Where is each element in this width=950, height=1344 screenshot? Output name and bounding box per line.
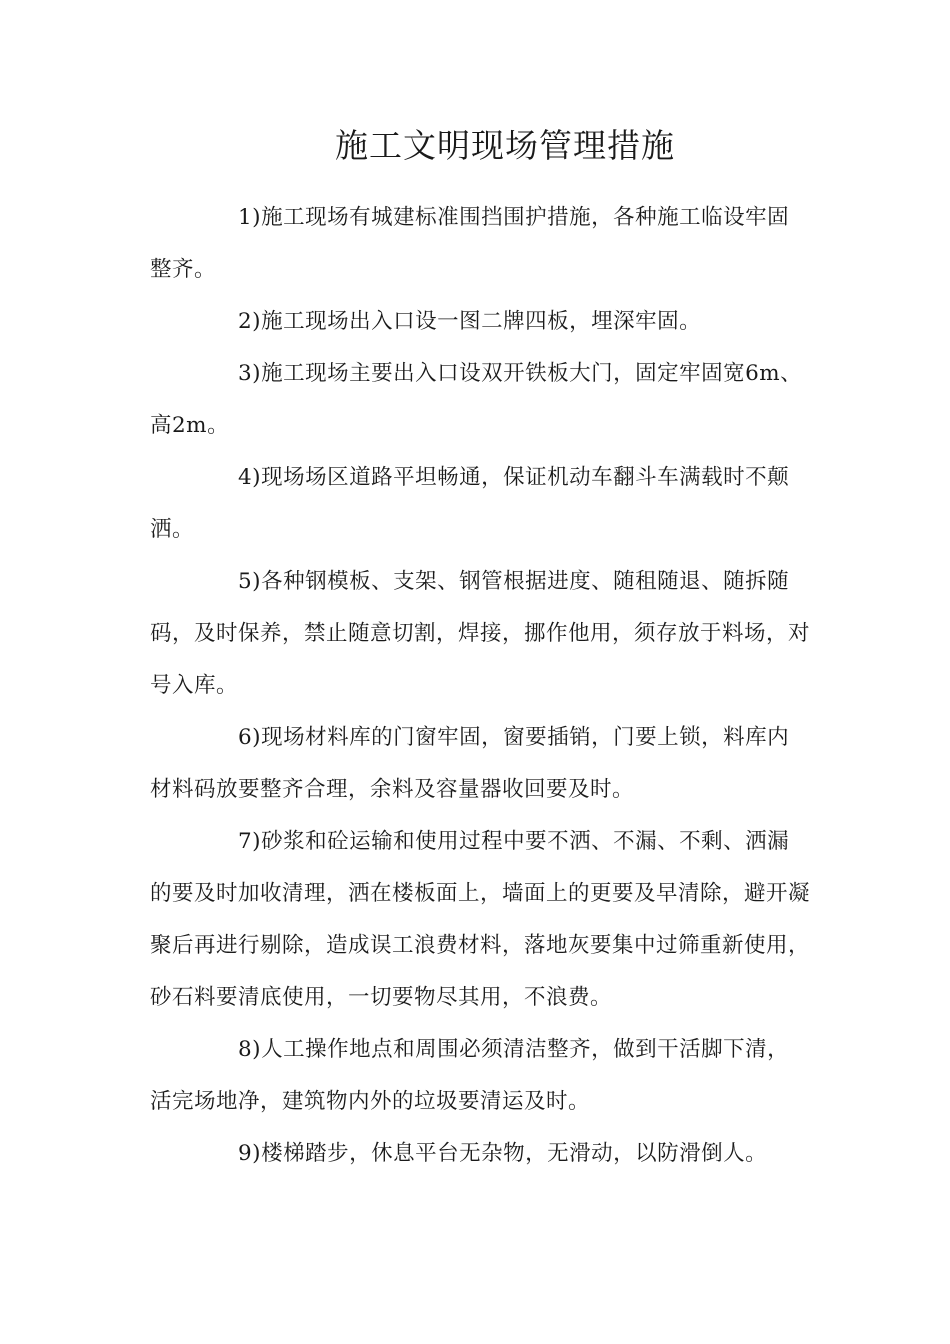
document-title: 施工文明现场管理措施 [335, 126, 675, 165]
document-body [150, 192, 810, 1180]
paragraph-4: 4)现场场区道路平坦畅通，保证机动车翻斗车满载时不颠洒。 [150, 465, 790, 542]
paragraph-1: 1)施工现场有城建标准围挡围护措施，各种施工临设牢固整齐。 [150, 205, 790, 282]
paragraph-8: 8)人工操作地点和周围必须清洁整齐，做到干活脚下清，活完场地净，建筑物内外的垃圾要清运及时。 [150, 1037, 790, 1114]
paragraph-7: 7)砂浆和砼运输和使用过程中要不洒、不漏、不剩、洒漏的要及时加收清理，洒在楼板面上，墙面上的更要及早清除，避开凝聚后再进行剔除，造成误工浪费材料，落地灰要集中过筛重新使用，砂石料要清底使用，一切要物尽其用，不浪费。 [150, 829, 811, 1010]
paragraph-3: 3)施工现场主要出入口设双开铁板大门，固定牢固宽6m、高2m。 [150, 361, 803, 438]
paragraph-9: 9)楼梯踏步，休息平台无杂物，无滑动，以防滑倒人。 [238, 1141, 768, 1166]
paragraph-6: 6)现场材料库的门窗牢固，窗要插销，门要上锁，料库内材料码放要整齐合理，余料及容量器收回要及时。 [150, 725, 790, 802]
paragraph-2: 2)施工现场出入口设一图二牌四板，埋深牢固。 [238, 309, 702, 334]
paragraph-5: 5)各种钢模板、支架、钢管根据进度、随租随退、随拆随码，及时保养，禁止随意切割，焊接，挪作他用，须存放于料场，对号入库。 [150, 569, 811, 698]
